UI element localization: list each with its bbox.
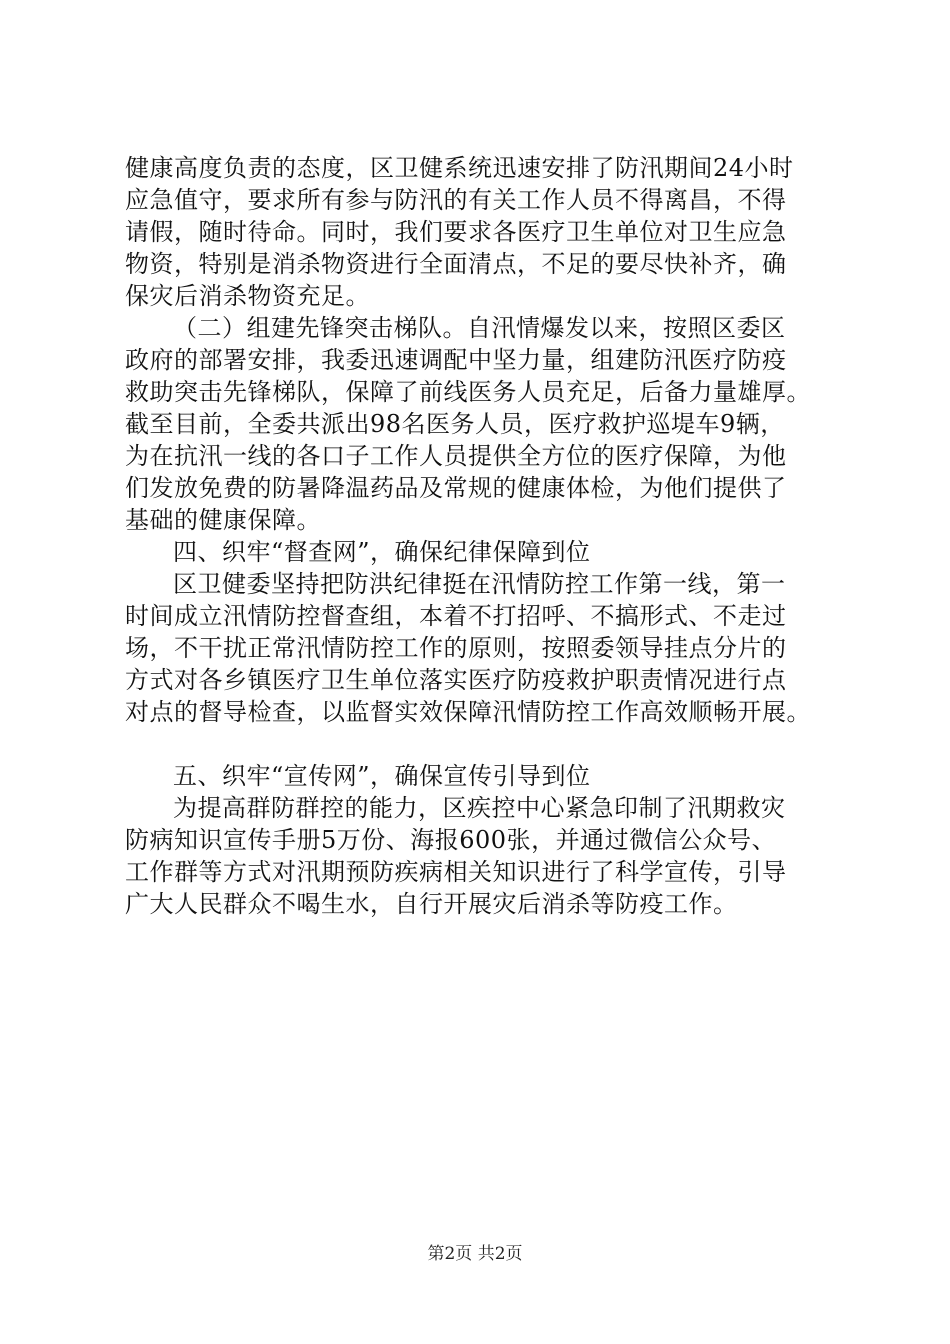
text-line: 保灾后消杀物资充足。: [125, 282, 370, 310]
text-line: 政府的部署安排，我委迅速调配中坚力量，组建防汛医疗防疫: [125, 346, 787, 374]
page-number-footer: 第2页 共2页: [427, 1244, 523, 1264]
text-line: 为在抗汛一线的各口子工作人员提供全方位的医疗保障，为他: [125, 442, 787, 470]
text-line: 救助突击先锋梯队，保障了前线医务人员充足，后备力量雄厚。: [125, 378, 811, 406]
document-body: [125, 152, 840, 920]
text-line: 健康高度负责的态度，区卫健系统迅速安排了防汛期间24小时: [125, 154, 794, 182]
paragraph-emergency-duty: [125, 152, 840, 312]
text-line: 工作群等方式对汛期预防疾病相关知识进行了科学宣传，引导: [125, 858, 787, 886]
text-line: 区卫健委坚持把防洪纪律挺在汛情防控工作第一线，第一: [173, 570, 786, 598]
text-line: 方式对各乡镇医疗卫生单位落实医疗防疫救护职责情况进行点: [125, 666, 787, 694]
blank-line: [125, 728, 840, 760]
text-line: 防病知识宣传手册5万份、海报600张，并通过微信公众号、: [125, 826, 777, 854]
text-line: 为提高群防群控的能力，区疾控中心紧急印制了汛期救灾: [173, 794, 786, 822]
paragraph-supervision: [125, 568, 840, 728]
paragraph-publicity: [125, 792, 840, 920]
text-line: 们发放免费的防暑降温药品及常规的健康体检，为他们提供了: [125, 474, 787, 502]
text-line: 对点的督导检查，以监督实效保障汛情防控工作高效顺畅开展。: [125, 698, 811, 726]
text-line: 基础的健康保障。: [125, 506, 321, 534]
text-line: 截至目前，全委共派出98名医务人员，医疗救护巡堤车9辆，: [125, 410, 785, 438]
text-line: 应急值守，要求所有参与防汛的有关工作人员不得离昌，不得: [125, 186, 787, 214]
text-line: 场，不干扰正常汛情防控工作的原则，按照委领导挂点分片的: [125, 634, 787, 662]
paragraph-vanguard-team: [125, 312, 840, 536]
section-heading-supervision: 四、织牢“督查网”，确保纪律保障到位: [173, 538, 591, 566]
text-line: 物资，特别是消杀物资进行全面清点，不足的要尽快补齐，确: [125, 250, 787, 278]
text-line: 时间成立汛情防控督查组，本着不打招呼、不搞形式、不走过: [125, 602, 787, 630]
text-line: 请假，随时待命。同时，我们要求各医疗卫生单位对卫生应急: [125, 218, 787, 246]
section-heading-publicity: 五、织牢“宣传网”，确保宣传引导到位: [173, 762, 591, 790]
text-line: （二）组建先锋突击梯队。自汛情爆发以来，按照区委区: [173, 314, 786, 342]
text-line: 广大人民群众不喝生水，自行开展灾后消杀等防疫工作。: [125, 890, 738, 918]
